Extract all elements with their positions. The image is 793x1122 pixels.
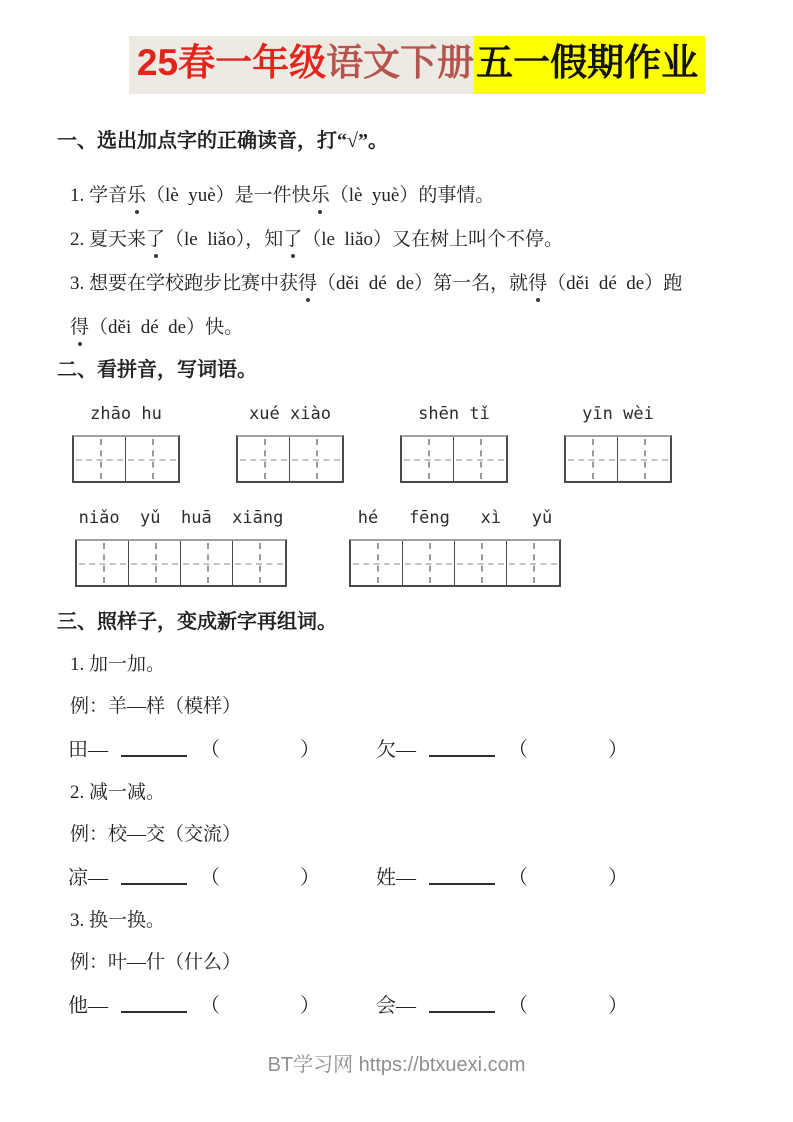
fill-item [68, 993, 320, 1019]
answer-blank [429, 883, 495, 885]
fill-item [376, 993, 628, 1019]
section-pronunciation [57, 128, 737, 340]
text-segment: （lè yuè）的事情。 [329, 185, 495, 206]
paren-close: ） [608, 739, 628, 761]
writing-grid [564, 435, 672, 483]
text-segment: （le liǎo）又在树上叫个不停。 [302, 229, 563, 250]
pinyin-grid-group [400, 404, 508, 483]
text-segment: 1. 学音 [70, 185, 128, 206]
dotted-char: 得 [298, 273, 318, 294]
writing-cell [126, 437, 178, 481]
pinyin-grid-group [236, 404, 344, 483]
writing-cell [181, 541, 233, 585]
pinyin-label: xué xiào [249, 404, 331, 424]
pinyin-label: zhāo hu [90, 404, 162, 424]
fill-char: 田— [68, 739, 108, 761]
answer-blank [121, 883, 187, 885]
title-holiday-highlight: 五一假期作业 [474, 36, 705, 94]
writing-cell [454, 437, 506, 481]
subsection-subtract-example: 例：校—交（交流） [70, 824, 242, 845]
fill-char: 会— [376, 995, 416, 1017]
pinyin-grid-group [72, 404, 180, 483]
text-segment: 3. 想要在学校跑步比赛中获 [70, 273, 299, 294]
fill-char: 欠— [376, 739, 416, 761]
dotted-char: 得 [70, 317, 90, 338]
writing-cell [129, 541, 181, 585]
subsection-subtract-label: 2. 减一减。 [70, 782, 166, 803]
pinyin-grid-row-1 [72, 404, 737, 483]
pinyin-label: yīn wèi [582, 404, 654, 424]
section-pinyin-writing [57, 357, 737, 587]
pinyin-grid-group [75, 508, 287, 587]
writing-cell [507, 541, 559, 585]
paren-open: （ [200, 995, 220, 1017]
pinyin-label: niǎo yǔ huā xiāng [78, 508, 284, 528]
fill-row-add [68, 737, 737, 763]
paren-close: ） [608, 995, 628, 1017]
answer-blank [429, 755, 495, 757]
writing-grid [75, 539, 287, 587]
paren-open: （ [508, 739, 528, 761]
answer-blank [121, 755, 187, 757]
title-grade-segment [129, 36, 474, 94]
subsection-add-label: 1. 加一加。 [70, 654, 166, 675]
fill-item [68, 737, 320, 763]
writing-cell [455, 541, 507, 585]
page-title [77, 36, 757, 94]
sentence-1 [70, 184, 737, 208]
paren-open: （ [200, 867, 220, 889]
pinyin-grid-group [564, 404, 672, 483]
fill-char: 姓— [376, 867, 416, 889]
writing-cell [233, 541, 285, 585]
pinyin-grid-row-2 [75, 508, 737, 587]
fill-char: 他— [68, 995, 108, 1017]
dotted-char: 乐 [127, 185, 147, 206]
writing-cell [77, 541, 129, 585]
fill-char: 凉— [68, 867, 108, 889]
dotted-char: 乐 [310, 185, 330, 206]
text-segment: （děi dé de）第一名，就 [317, 273, 529, 294]
dotted-char: 了 [146, 229, 166, 250]
paren-open: （ [508, 867, 528, 889]
answer-blank [429, 1011, 495, 1013]
text-segment: （děi dé de）跑 [547, 273, 683, 294]
paren-open: （ [508, 995, 528, 1017]
section3-heading: 三、照样子，变成新字再组词。 [57, 611, 337, 633]
writing-cell [402, 437, 454, 481]
writing-grid [400, 435, 508, 483]
pinyin-label: hé fēng xì yǔ [357, 508, 553, 528]
title-book-text: 语文下册 [326, 42, 475, 83]
subsection-add-example: 例：羊—样（模样） [70, 696, 242, 717]
fill-item [376, 865, 628, 891]
fill-row-swap [68, 993, 737, 1019]
paren-close: ） [608, 867, 628, 889]
title-semester-text: 25春一年级 [136, 42, 327, 83]
writing-grid [236, 435, 344, 483]
sentence-2 [70, 228, 737, 252]
writing-cell [238, 437, 290, 481]
paren-open: （ [200, 739, 220, 761]
section1-heading: 一、选出加点字的正确读音，打“√”。 [57, 130, 388, 152]
writing-cell [290, 437, 342, 481]
watermark-footer: BT学习网 https://btxuexi.com [267, 1054, 526, 1076]
writing-grid [72, 435, 180, 483]
fill-item [376, 737, 628, 763]
writing-cell [618, 437, 670, 481]
section2-heading: 二、看拼音，写词语。 [57, 359, 257, 381]
fill-item [68, 865, 320, 891]
text-segment: 2. 夏天来 [70, 229, 147, 250]
subsection-swap-label: 3. 换一换。 [70, 910, 166, 931]
sentence-3 [70, 272, 737, 296]
paren-close: ） [300, 867, 320, 889]
writing-grid [349, 539, 561, 587]
writing-cell [351, 541, 403, 585]
dotted-char: 了 [283, 229, 303, 250]
writing-cell [403, 541, 455, 585]
paren-close: ） [300, 739, 320, 761]
pinyin-label: shēn tǐ [418, 404, 490, 424]
subsection-swap-example: 例：叶—什（什么） [70, 952, 242, 973]
writing-cell [566, 437, 618, 481]
sentence-3-continued [70, 316, 737, 340]
dotted-char: 得 [528, 273, 548, 294]
section-word-building [57, 609, 737, 1019]
paren-close: ） [300, 995, 320, 1017]
fill-row-subtract [68, 865, 737, 891]
pinyin-grid-group [349, 508, 561, 587]
answer-blank [121, 1011, 187, 1013]
text-segment: （děi dé de）快。 [89, 317, 244, 338]
writing-cell [74, 437, 126, 481]
text-segment: （lè yuè）是一件快 [146, 185, 311, 206]
text-segment: （le liǎo），知 [165, 229, 284, 250]
